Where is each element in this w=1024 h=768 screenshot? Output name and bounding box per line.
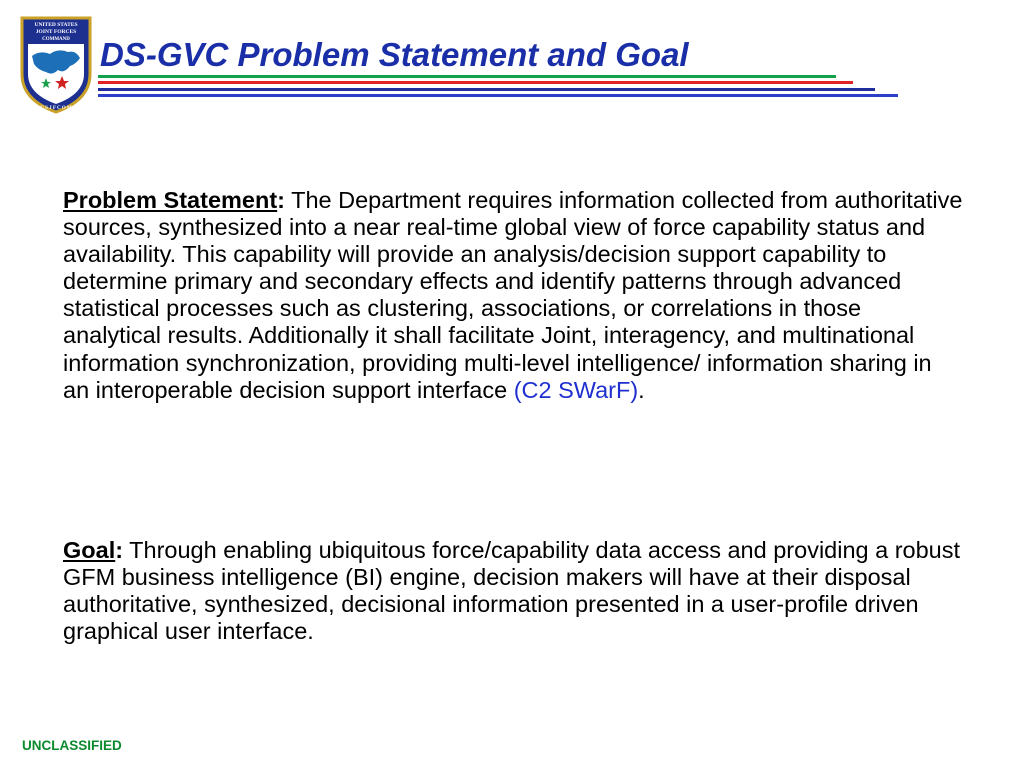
title-rule-blue [98, 88, 875, 91]
goal-label-wrap [63, 537, 123, 563]
slide-title: DS-GVC Problem Statement and Goal [100, 36, 689, 73]
goal-label: Goal [63, 537, 116, 563]
title-rule-green [98, 75, 836, 78]
title-rule-blue-2 [98, 94, 898, 97]
uscom-seal-logo [18, 14, 94, 114]
problem-statement-colon: : [277, 187, 285, 213]
seal-text-line3: COMMAND [42, 37, 70, 42]
problem-statement-end: . [638, 376, 645, 403]
classification-footer: UNCLASSIFIED [22, 738, 122, 753]
problem-statement-label: Problem Statement [63, 187, 278, 213]
problem-statement-text: The Department requires information collected from authoritative sources, synthesized into a near real-time global view of force capability status and availability. This capability will provide an analysis/decision support capability to determine primary and secondary effects and identify patterns through advanced statistical processes such as clustering, associations, or correlations in those analytical results. Additionally it shall facilitate Joint, interagency, and multinational information synchronization, providing multi-level intelligence/ information sharing in an interoperable decision support interface [63, 187, 963, 403]
goal-text: Through enabling ubiquitous force/capability data access and providing a robust GFM business intelligence (BI) engine, decision makers will have at their disposal authoritative, synthesized, decisional information presented in a user-profile driven graphical user interface. [63, 537, 961, 645]
seal-text-bottom: U S J F C O M [40, 106, 72, 111]
seal-text-line2: JOINT FORCES [35, 29, 77, 35]
title-rule-red [98, 81, 853, 84]
seal-text-line1: UNITED STATES [34, 22, 78, 28]
goal-paragraph [63, 537, 963, 645]
goal-colon: : [115, 537, 124, 563]
c2-swarf-reference: (C2 SWarF) [513, 376, 639, 403]
problem-statement-label-wrap [63, 187, 285, 213]
problem-statement-paragraph [63, 187, 963, 404]
